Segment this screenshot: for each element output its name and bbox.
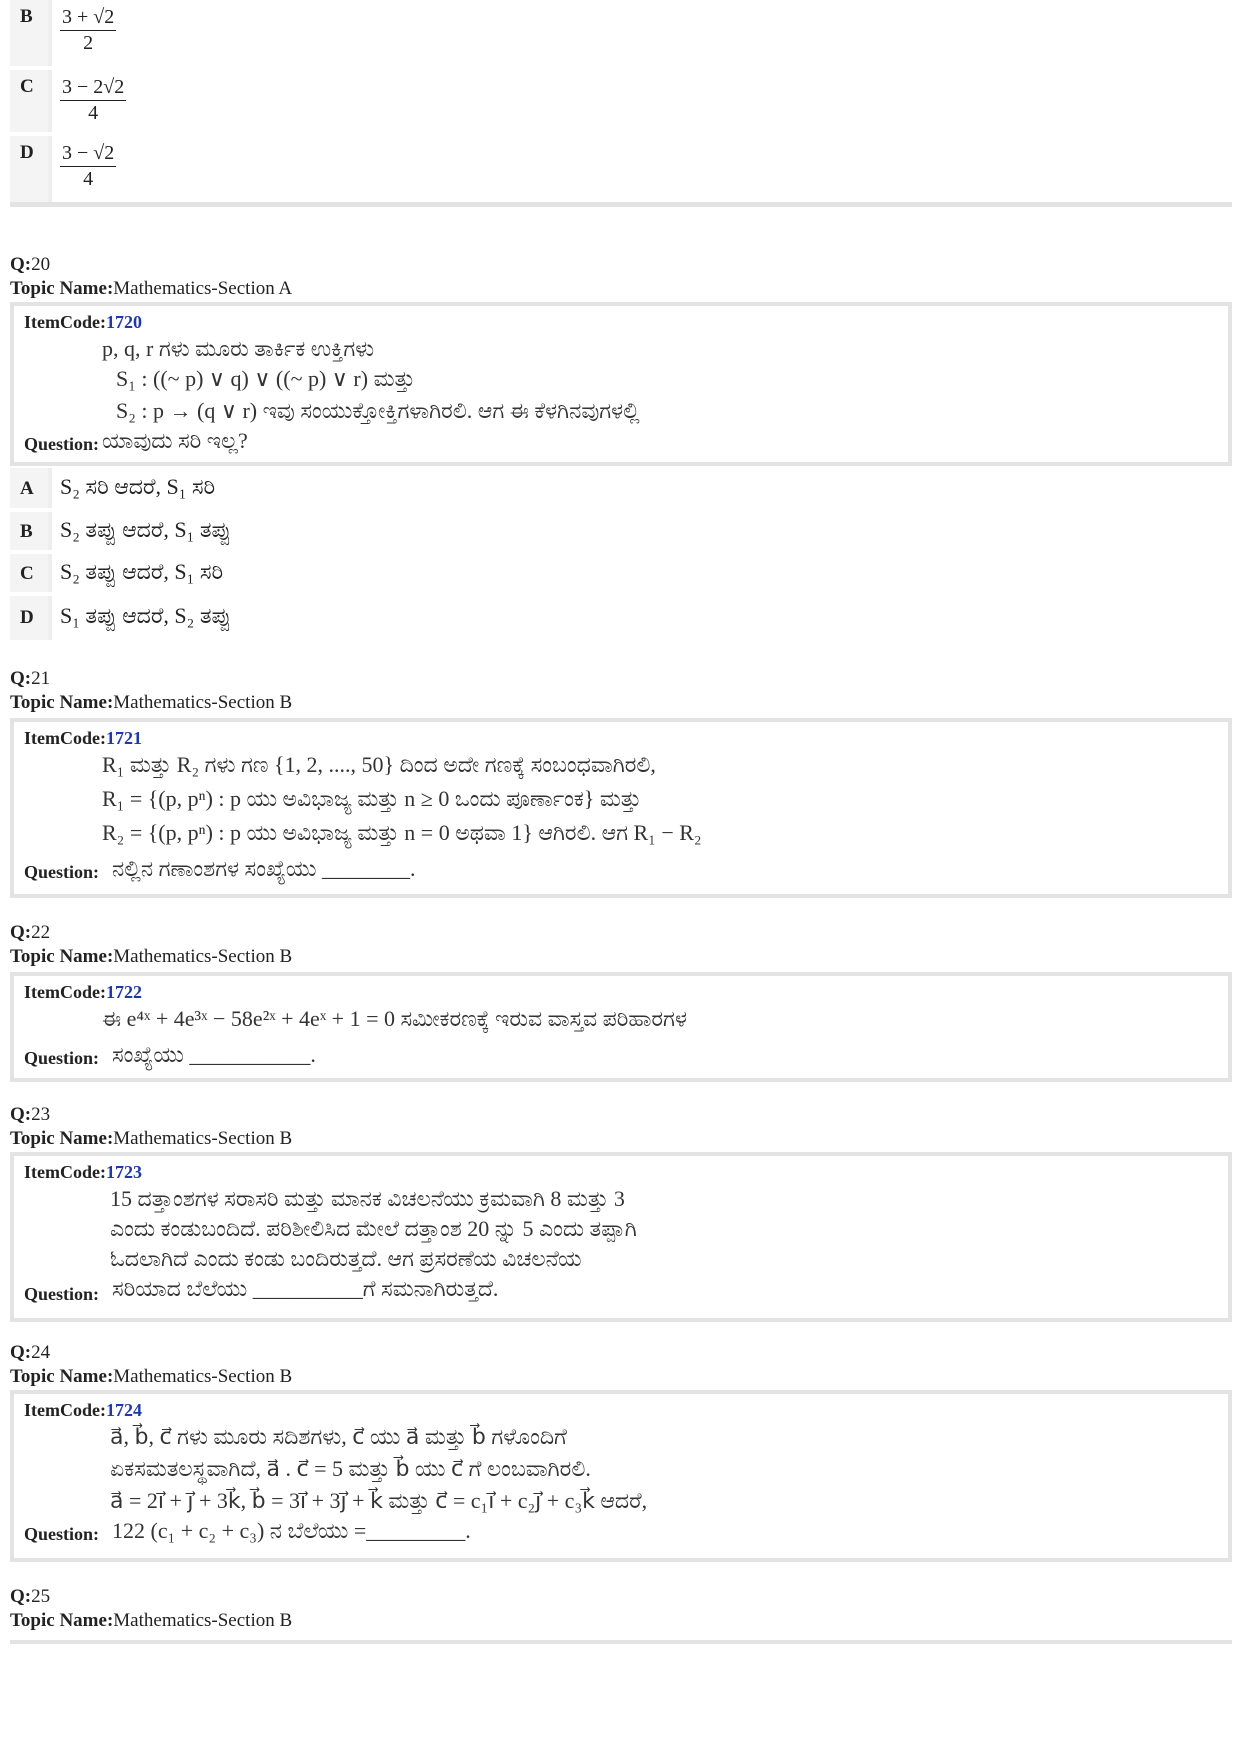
option-label: D (10, 596, 48, 640)
option-label: C (10, 70, 48, 132)
item-code: ItemCode:1720 (24, 312, 142, 332)
question-text-line: ಈ e⁴ˣ + 4e³ˣ − 58e²ˣ + 4eˣ + 1 = 0 ಸಮೀಕರಣಕ್ಕೆ ಇರುವ ವಾಸ್ತವ ಪರಿಹಾರಗಳ (102, 1006, 687, 1031)
question-box (10, 972, 1232, 1082)
option-label: B (10, 0, 48, 66)
question-label: Question: (24, 1048, 100, 1068)
item-code: ItemCode:1721 (24, 728, 142, 748)
question-number: Q:21 (10, 668, 51, 689)
option-row-a (10, 468, 1232, 508)
question-text-line: ಯಾವುದು ಸರಿ ಇಲ್ಲ? (102, 428, 248, 453)
question-label: Question: (24, 434, 100, 454)
fraction: $\frac{3 + √2}{2}$ (62, 6, 115, 54)
question-text-line: R₂ = {(p, pⁿ) : p ಯು ಅವಿಭಾಜ್ಯ ಮತ್ತು n = 0 ಅಥವಾ 1} ಆಗಿರಲಿ. ಆಗ R₁ − R₂ (102, 820, 702, 845)
divider (10, 1640, 1232, 1644)
option-row-d (10, 596, 1232, 640)
question-box (10, 718, 1232, 898)
question-text-line: ಎಂದು ಕಂಡುಬಂದಿದೆ. ಪರಿಶೀಲಿಸಿದ ಮೇಲೆ ದತ್ತಾಂಶ 20 ನ್ನು 5 ಎಂದು ತಪ್ಪಾಗಿ (110, 1216, 637, 1241)
question-label: Question: (24, 1524, 100, 1544)
question-label: Question: (24, 1284, 100, 1304)
option-row-b (10, 512, 1232, 550)
question-text-line: ಏಕಸಮತಲಸ್ಥವಾಗಿದೆ, a⃗ . c⃗ = 5 ಮತ್ತು b⃗ ಯು c⃗ ಗೆ ಲಂಬವಾಗಿರಲಿ. (110, 1456, 591, 1481)
question-text-line: R₁ = {(p, pⁿ) : p ಯು ಅವಿಭಾಜ್ಯ ಮತ್ತು n ≥ 0 ಒಂದು ಪೂರ್ಣಾಂಕ} ಮತ್ತು (102, 786, 642, 811)
divider (10, 202, 1232, 207)
item-code: ItemCode:1723 (24, 1162, 142, 1182)
option-row-c (10, 70, 1232, 132)
item-code: ItemCode:1724 (24, 1400, 142, 1420)
option-row-c (10, 554, 1232, 592)
option-label: B (10, 512, 48, 550)
question-text-line: ಸರಿಯಾದ ಬೆಲೆಯು __________ಗೆ ಸಮನಾಗಿರುತ್ತದೆ. (112, 1276, 499, 1301)
question-label: Question: (24, 862, 100, 882)
item-code: ItemCode:1722 (24, 982, 142, 1002)
question-number: Q:25 (10, 1586, 51, 1607)
option-label: D (10, 136, 48, 206)
question-text-line: a⃗ = 2i⃗ + j⃗ + 3k⃗, b⃗ = 3i⃗ + 3j⃗ + k⃗ ಮತ್ತು c⃗ = c₁i⃗ + c₂j⃗ + c₃k⃗ ಆದರೆ, (110, 1488, 648, 1513)
option-body (52, 0, 1232, 66)
option-body: S₂ ಸರಿ ಆದರೆ, S₁ ಸರಿ (52, 468, 1232, 508)
question-number: Q:20 (10, 254, 51, 275)
question-text-line: 15 ದತ್ತಾಂಶಗಳ ಸರಾಸರಿ ಮತ್ತು ಮಾನಕ ವಿಚಲನೆಯು ಕ್ರಮವಾಗಿ 8 ಮತ್ತು 3 (110, 1186, 625, 1211)
question-text-line: 122 (c₁ + c₂ + c₃) ನ ಬೆಲೆಯು =_________. (112, 1518, 471, 1543)
question-box (10, 1152, 1232, 1322)
question-text-line: S₂ : p → (q ∨ r) ಇವು ಸಂಯುಕ್ತೋಕ್ತಿಗಳಾಗಿರಲಿ. ಆಗ ಈ ಕೆಳಗಿನವುಗಳಲ್ಲಿ (116, 398, 640, 423)
option-body: S₂ ತಪ್ಪು ಆದರೆ, S₁ ತಪ್ಪು (52, 512, 1232, 550)
question-box (10, 302, 1232, 466)
topic-name: Topic Name:Mathematics-Section B (10, 1610, 293, 1631)
option-body (52, 70, 1232, 132)
question-text-line: ನಲ್ಲಿನ ಗಣಾಂಶಗಳ ಸಂಖ್ಯೆಯು ________. (112, 856, 416, 881)
topic-name: Topic Name:Mathematics-Section B (10, 1366, 293, 1387)
topic-name: Topic Name:Mathematics-Section B (10, 1128, 293, 1149)
question-text-line: R₁ ಮತ್ತು R₂ ಗಳು ಗಣ {1, 2, ...., 50} ದಿಂದ ಅದೇ ಗಣಕ್ಕೆ ಸಂಬಂಧವಾಗಿರಲಿ, (102, 752, 656, 777)
question-box (10, 1390, 1232, 1562)
fraction: $\frac{3 - 2√2}{4}$ (62, 76, 125, 124)
option-body (52, 136, 1232, 206)
option-row-b (10, 0, 1232, 66)
option-body: S₁ ತಪ್ಪು ಆದರೆ, S₂ ತಪ್ಪು (52, 596, 1232, 640)
fraction: $\frac{3 - √2}{4}$ (62, 142, 115, 190)
topic-name: Topic Name:Mathematics-Section B (10, 946, 293, 967)
question-text-line: S₁ : ((~ p) ∨ q) ∨ ((~ p) ∨ r) ಮತ್ತು (116, 366, 416, 391)
question-number: Q:22 (10, 922, 51, 943)
option-label: A (10, 468, 48, 508)
topic-name: Topic Name:Mathematics-Section A (10, 278, 293, 299)
question-text-line: p, q, r ಗಳು ಮೂರು ತಾರ್ಕಿಕ ಉಕ್ತಿಗಳು (102, 336, 375, 361)
option-body: S₂ ತಪ್ಪು ಆದರೆ, S₁ ಸರಿ (52, 554, 1232, 592)
question-number: Q:24 (10, 1342, 51, 1363)
topic-name: Topic Name:Mathematics-Section B (10, 692, 293, 713)
question-number: Q:23 (10, 1104, 51, 1125)
option-row-d (10, 136, 1232, 206)
question-text-line: a⃗, b⃗, c⃗ ಗಳು ಮೂರು ಸದಿಶಗಳು, c⃗ ಯು a⃗ ಮತ್ತು b⃗ ಗಳೊಂದಿಗೆ (110, 1424, 567, 1449)
question-text-line: ಸಂಖ್ಯೆಯು ___________. (112, 1042, 316, 1067)
question-text-line: ಓದಲಾಗಿದೆ ಎಂದು ಕಂಡು ಬಂದಿರುತ್ತದೆ. ಆಗ ಪ್ರಸರಣೆಯ ವಿಚಲನೆಯ (110, 1246, 582, 1271)
option-label: C (10, 554, 48, 592)
